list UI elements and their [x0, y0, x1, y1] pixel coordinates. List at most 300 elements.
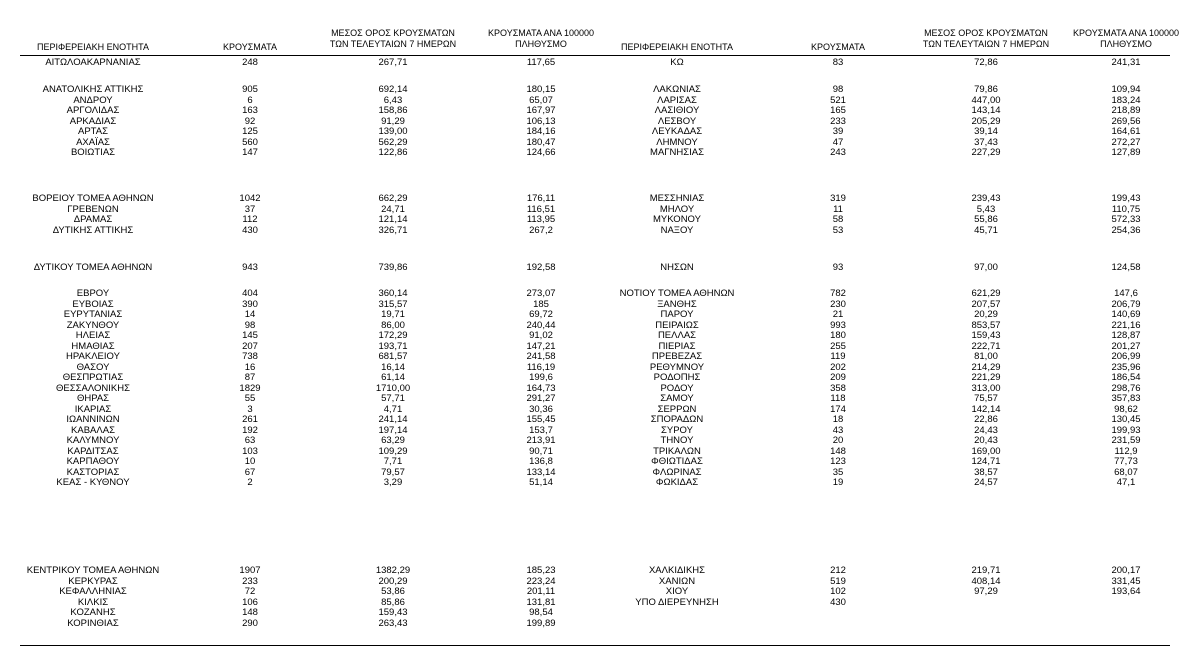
right-row-4-cases: 165	[830, 105, 846, 116]
right-row-29-name: ΤΡΙΚΑΛΩΝ	[653, 445, 701, 457]
left-row-5-avg: 91,29	[381, 115, 405, 127]
right-row-21-cases: 202	[830, 361, 846, 373]
left-row-38-avg: 263,43	[378, 617, 408, 629]
header-region-left: ΠΕΡΙΦΕΡΕΙΑΚΗ ΕΝΟΤΗΤΑ	[36, 42, 150, 52]
left-row-15-avg: 315,57	[378, 298, 408, 310]
right-row-16-cases: 21	[832, 309, 844, 320]
right-row-35-name: ΧΙΟΥ	[665, 586, 689, 597]
right-row-17-name: ΠΕΙΡΑΙΩΣ	[655, 319, 699, 331]
right-row-15-per100k: 206,79	[1111, 298, 1141, 310]
left-row-28-name: ΚΑΛΥΜΝΟΥ	[66, 435, 120, 446]
left-row-13-avg: 739,86	[378, 262, 408, 273]
left-row-33-per100k: 185,23	[526, 565, 556, 576]
right-row-26-cases: 18	[832, 414, 844, 425]
right-row-17-per100k: 221,16	[1111, 319, 1141, 331]
right-row-16-name: ΠΑΡΟΥ	[660, 309, 694, 320]
right-row-9-cases: 319	[830, 193, 846, 204]
right-row-35-cases: 102	[830, 586, 846, 597]
right-row-5-per100k: 269,56	[1111, 115, 1141, 127]
left-row-21-avg: 16,14	[381, 361, 405, 373]
left-row-2-per100k: 180,15	[526, 84, 556, 95]
right-row-14-name: ΝΟΤΙΟΥ ΤΟΜΕΑ ΑΘΗΝΩΝ	[619, 288, 735, 299]
right-row-12-cases: 53	[832, 224, 844, 236]
right-row-2-cases: 98	[832, 84, 844, 95]
right-row-2-per100k: 109,94	[1111, 84, 1141, 95]
right-row-20-cases: 119	[830, 351, 846, 362]
left-row-36-per100k: 131,81	[526, 596, 556, 608]
left-row-36-avg: 85,86	[381, 596, 405, 608]
left-row-17-avg: 86,00	[381, 319, 405, 331]
left-row-19-avg: 193,71	[378, 340, 408, 352]
left-row-6-cases: 125	[242, 126, 258, 137]
left-row-29-name: ΚΑΡΔΙΤΣΑΣ	[67, 445, 119, 457]
right-row-25-per100k: 98,62	[1114, 403, 1138, 415]
left-row-33-avg: 1382,29	[375, 565, 411, 576]
left-row-8-per100k: 124,66	[526, 147, 556, 158]
left-row-5-per100k: 106,13	[526, 115, 556, 127]
left-row-10-per100k: 116,51	[526, 203, 556, 215]
left-row-21-per100k: 116,19	[526, 361, 556, 373]
left-row-21-name: ΘΑΣΟΥ	[76, 361, 110, 373]
left-row-32-name: ΚΕΑΣ - ΚΥΘΝΟΥ	[56, 477, 130, 488]
right-row-11-name: ΜΥΚΟΝΟΥ	[653, 214, 701, 225]
right-row-31-avg: 38,57	[974, 466, 998, 478]
right-row-31-name: ΦΛΩΡΙΝΑΣ	[652, 466, 702, 478]
left-row-31-avg: 79,57	[381, 466, 405, 478]
right-row-2-name: ΛΑΚΩΝΙΑΣ	[653, 84, 701, 95]
right-row-35-avg: 97,29	[974, 586, 998, 597]
left-row-11-per100k: 113,95	[526, 214, 556, 225]
left-row-23-cases: 1829	[239, 382, 261, 394]
left-row-11-cases: 112	[242, 214, 258, 225]
left-row-17-name: ΖΑΚΥΝΘΟΥ	[66, 319, 120, 331]
right-row-27-name: ΣΥΡΟΥ	[661, 424, 693, 436]
left-row-4-avg: 158,86	[378, 105, 408, 116]
right-row-13-avg: 97,00	[974, 262, 998, 273]
left-row-7-per100k: 180,47	[526, 136, 556, 148]
left-row-16-avg: 19,71	[381, 309, 405, 320]
left-row-2-avg: 692,14	[378, 84, 408, 95]
left-row-31-cases: 67	[244, 466, 256, 478]
right-row-31-cases: 35	[832, 466, 844, 478]
right-row-28-per100k: 231,59	[1111, 435, 1141, 446]
right-row-33-per100k: 200,17	[1111, 565, 1141, 576]
left-row-9-name: ΒΟΡΕΙΟΥ ΤΟΜΕΑ ΑΘΗΝΩΝ	[32, 193, 154, 204]
right-row-9-name: ΜΕΣΣΗΝΙΑΣ	[649, 193, 705, 204]
table-bottom-line	[20, 645, 1170, 646]
left-row-6-avg: 139,00	[378, 126, 408, 137]
left-row-19-name: ΗΜΑΘΙΑΣ	[71, 340, 115, 352]
left-row-27-per100k: 153,7	[529, 424, 553, 436]
left-row-17-per100k: 240,44	[526, 319, 556, 331]
left-row-18-per100k: 91,02	[529, 330, 553, 341]
left-row-37-avg: 159,43	[378, 607, 408, 618]
left-row-1-per100k: 117,65	[526, 57, 556, 68]
right-row-9-per100k: 199,43	[1111, 193, 1141, 204]
right-row-10-per100k: 110,75	[1111, 203, 1141, 215]
right-row-15-name: ΞΑΝΘΗΣ	[657, 298, 697, 310]
right-row-19-name: ΠΙΕΡΙΑΣ	[658, 340, 696, 352]
right-row-23-name: ΡΟΔΟΥ	[660, 382, 694, 394]
right-row-7-per100k: 272,27	[1111, 136, 1141, 148]
left-row-32-avg: 3,29	[383, 477, 403, 488]
left-row-17-cases: 98	[244, 319, 256, 331]
left-row-6-name: ΑΡΤΑΣ	[78, 126, 108, 137]
right-row-19-cases: 255	[830, 340, 846, 352]
left-row-30-name: ΚΑΡΠΑΘΟΥ	[66, 456, 120, 467]
left-row-18-cases: 145	[242, 330, 258, 341]
right-row-29-cases: 148	[830, 445, 846, 457]
left-row-11-name: ΔΡΑΜΑΣ	[73, 214, 113, 225]
right-row-3-per100k: 183,24	[1111, 94, 1141, 106]
right-row-6-name: ΛΕΥΚΑΔΑΣ	[651, 126, 703, 137]
header-cases-left: ΚΡΟΥΣΜΑΤΑ	[223, 42, 277, 52]
left-row-18-name: ΗΛΕΙΑΣ	[75, 330, 111, 341]
left-row-28-cases: 63	[244, 435, 256, 446]
right-row-27-avg: 24,43	[974, 424, 998, 436]
left-row-35-avg: 53,86	[381, 586, 405, 597]
right-row-11-cases: 58	[832, 214, 844, 225]
right-row-13-per100k: 124,58	[1111, 262, 1141, 273]
left-row-10-name: ΓΡΕΒΕΝΩΝ	[67, 203, 119, 215]
left-row-22-avg: 61,14	[381, 372, 405, 383]
left-row-10-cases: 37	[244, 203, 256, 215]
right-row-34-avg: 408,14	[971, 575, 1001, 587]
right-row-23-avg: 313,00	[971, 382, 1001, 394]
left-row-4-cases: 163	[242, 105, 258, 116]
right-row-8-per100k: 127,89	[1111, 147, 1141, 158]
right-row-24-cases: 118	[830, 393, 846, 404]
left-row-6-per100k: 184,16	[526, 126, 556, 137]
left-row-9-cases: 1042	[239, 193, 261, 204]
left-row-23-avg: 1710,00	[375, 382, 411, 394]
left-row-31-name: ΚΑΣΤΟΡΙΑΣ	[66, 466, 120, 478]
right-row-7-cases: 47	[832, 136, 844, 148]
right-row-8-name: ΜΑΓΝΗΣΙΑΣ	[650, 147, 704, 158]
left-row-33-name: ΚΕΝΤΡΙΚΟΥ ΤΟΜΕΑ ΑΘΗΝΩΝ	[26, 565, 160, 576]
left-row-1-avg: 267,71	[378, 57, 408, 68]
left-row-16-cases: 14	[244, 309, 256, 320]
right-row-25-avg: 142,14	[971, 403, 1001, 415]
left-row-24-per100k: 291,27	[526, 393, 556, 404]
right-row-24-avg: 75,57	[974, 393, 998, 404]
left-row-27-avg: 197,14	[378, 424, 408, 436]
left-row-4-per100k: 167,97	[526, 105, 556, 116]
left-row-3-per100k: 65,07	[529, 94, 553, 106]
left-row-32-cases: 2	[247, 477, 253, 488]
right-row-8-cases: 243	[830, 147, 846, 158]
left-row-3-name: ΑΝΔΡΟΥ	[73, 94, 113, 106]
right-row-14-avg: 621,29	[971, 288, 1001, 299]
right-row-28-avg: 20,43	[974, 435, 998, 446]
header-avg-right-line2: ΤΩΝ ΤΕΛΕΥΤΑΙΩΝ 7 ΗΜΕΡΩΝ	[922, 39, 1050, 49]
right-row-23-per100k: 298,76	[1111, 382, 1141, 394]
right-row-36-name: ΥΠΟ ΔΙΕΡΕΥΝΗΣΗ	[635, 596, 719, 608]
right-row-13-name: ΝΗΣΩΝ	[660, 262, 694, 273]
right-row-33-cases: 212	[830, 565, 846, 576]
right-row-4-name: ΛΑΣΙΘΙΟΥ	[654, 105, 700, 116]
left-row-2-name: ΑΝΑΤΟΛΙΚΗΣ ΑΤΤΙΚΗΣ	[42, 84, 144, 95]
right-row-26-name: ΣΠΟΡΑΔΩΝ	[650, 414, 704, 425]
left-row-13-per100k: 192,58	[526, 262, 556, 273]
right-row-23-cases: 358	[830, 382, 846, 394]
right-row-5-name: ΛΕΣΒΟΥ	[657, 115, 697, 127]
right-row-2-avg: 79,86	[974, 84, 998, 95]
left-row-30-avg: 7,71	[383, 456, 403, 467]
header-per100k-right-line2: ΠΛΗΘΥΣΜΟ	[1100, 39, 1152, 49]
right-row-10-cases: 11	[833, 203, 843, 215]
right-row-11-avg: 55,86	[974, 214, 998, 225]
header-avg-right-line1: ΜΕΣΟΣ ΟΡΟΣ ΚΡΟΥΣΜΑΤΩΝ	[924, 28, 1048, 38]
left-row-2-cases: 905	[242, 84, 258, 95]
right-row-32-cases: 19	[832, 477, 844, 488]
left-row-4-name: ΑΡΓΟΛΙΔΑΣ	[66, 105, 120, 116]
left-row-26-cases: 261	[242, 414, 258, 425]
left-row-23-name: ΘΕΣΣΑΛΟΝΙΚΗΣ	[56, 382, 130, 394]
header-cases-right: ΚΡΟΥΣΜΑΤΑ	[811, 42, 865, 52]
left-row-37-cases: 148	[242, 607, 258, 618]
left-row-25-name: ΙΚΑΡΙΑΣ	[74, 403, 112, 415]
left-row-7-cases: 560	[242, 136, 258, 148]
right-row-20-avg: 81,00	[974, 351, 998, 362]
right-row-14-cases: 782	[830, 288, 846, 299]
right-row-22-avg: 221,29	[971, 372, 1001, 383]
right-row-32-avg: 24,57	[974, 477, 998, 488]
right-row-1-cases: 83	[832, 57, 844, 68]
left-row-1-name: ΑΙΤΩΛΟΑΚΑΡΝΑΝΙΑΣ	[45, 57, 141, 68]
left-row-13-cases: 943	[242, 262, 258, 273]
right-row-35-per100k: 193,64	[1111, 586, 1141, 597]
right-row-12-avg: 45,71	[974, 224, 998, 236]
left-row-18-avg: 172,29	[378, 330, 408, 341]
right-row-14-per100k: 147,6	[1114, 288, 1138, 299]
right-row-27-per100k: 199,93	[1111, 424, 1141, 436]
right-row-16-per100k: 140,69	[1111, 309, 1141, 320]
header-per100k-right-line1: ΚΡΟΥΣΜΑΤΑ ΑΝΑ 100000	[1073, 28, 1179, 38]
left-row-25-cases: 3	[247, 403, 253, 415]
right-row-6-cases: 39	[832, 126, 844, 137]
right-row-30-name: ΦΘΙΩΤΙΔΑΣ	[651, 456, 703, 467]
right-row-33-avg: 219,71	[971, 565, 1001, 576]
right-row-11-per100k: 572,33	[1111, 214, 1141, 225]
left-row-34-per100k: 223,24	[526, 575, 556, 587]
left-row-36-cases: 106	[242, 596, 258, 608]
right-row-34-name: ΧΑΝΙΩΝ	[658, 575, 696, 587]
right-row-31-per100k: 68,07	[1114, 466, 1138, 478]
left-row-35-cases: 72	[244, 586, 256, 597]
left-row-22-per100k: 199,6	[529, 372, 553, 383]
left-row-12-per100k: 267,2	[529, 224, 553, 236]
left-row-15-name: ΕΥΒΟΙΑΣ	[72, 298, 114, 310]
left-row-30-per100k: 136,8	[529, 456, 553, 467]
left-row-38-name: ΚΟΡΙΝΘΙΑΣ	[67, 617, 119, 629]
left-row-29-per100k: 90,71	[529, 445, 553, 457]
right-row-16-avg: 20,29	[974, 309, 998, 320]
right-row-26-avg: 22,86	[974, 414, 998, 425]
right-row-18-avg: 159,43	[971, 330, 1001, 341]
right-row-34-cases: 519	[830, 575, 846, 587]
right-row-1-per100k: 241,31	[1111, 57, 1141, 68]
right-row-27-cases: 43	[832, 424, 844, 436]
header-per100k-left-line1: ΚΡΟΥΣΜΑΤΑ ΑΝΑ 100000	[488, 28, 594, 38]
right-row-28-name: ΤΗΝΟΥ	[660, 435, 694, 446]
right-row-26-per100k: 130,45	[1111, 414, 1141, 425]
right-row-3-cases: 521	[830, 94, 846, 106]
left-row-28-per100k: 213,91	[526, 435, 556, 446]
left-row-8-avg: 122,86	[378, 147, 408, 158]
right-row-18-per100k: 128,87	[1111, 330, 1141, 341]
right-row-18-cases: 180	[830, 330, 846, 341]
right-row-29-avg: 169,00	[971, 445, 1001, 457]
right-row-22-per100k: 186,54	[1111, 372, 1141, 383]
right-row-15-avg: 207,57	[971, 298, 1001, 310]
left-row-29-cases: 103	[242, 445, 258, 457]
right-row-22-name: ΡΟΔΟΠΗΣ	[653, 372, 701, 383]
left-row-33-cases: 1907	[239, 565, 261, 576]
left-row-14-cases: 404	[242, 288, 258, 299]
left-row-19-per100k: 147,21	[526, 340, 556, 352]
right-row-1-avg: 72,86	[974, 57, 998, 68]
left-row-25-avg: 4,71	[383, 403, 403, 415]
right-row-7-avg: 37,43	[974, 136, 998, 148]
right-row-21-name: ΡΕΘΥΜΝΟΥ	[649, 361, 705, 373]
left-row-8-name: ΒΟΙΩΤΙΑΣ	[70, 147, 116, 158]
right-row-29-per100k: 112,9	[1114, 445, 1138, 457]
left-row-28-avg: 63,29	[381, 435, 405, 446]
right-row-30-avg: 124,71	[971, 456, 1001, 467]
left-row-24-name: ΘΗΡΑΣ	[76, 393, 110, 404]
right-row-24-per100k: 357,83	[1111, 393, 1141, 404]
left-row-27-cases: 192	[242, 424, 258, 436]
left-row-27-name: ΚΑΒΑΛΑΣ	[71, 424, 115, 436]
left-row-31-per100k: 133,14	[526, 466, 556, 478]
right-row-36-cases: 430	[830, 596, 846, 608]
right-row-32-per100k: 47,1	[1116, 477, 1136, 488]
left-row-15-per100k: 185	[533, 298, 549, 310]
left-row-1-cases: 248	[242, 57, 258, 68]
left-row-25-per100k: 30,36	[529, 403, 553, 415]
left-row-19-cases: 207	[242, 340, 258, 352]
left-row-21-cases: 16	[244, 361, 256, 373]
right-row-12-per100k: 254,36	[1111, 224, 1141, 236]
right-row-8-avg: 227,29	[971, 147, 1001, 158]
left-row-16-per100k: 69,72	[529, 309, 553, 320]
right-row-7-name: ΛΗΜΝΟΥ	[656, 136, 698, 148]
left-row-34-name: ΚΕΡΚΥΡΑΣ	[68, 575, 118, 587]
header-region-right: ΠΕΡΙΦΕΡΕΙΑΚΗ ΕΝΟΤΗΤΑ	[620, 42, 734, 52]
left-row-24-cases: 55	[244, 393, 256, 404]
left-row-34-avg: 200,29	[378, 575, 408, 587]
right-row-20-name: ΠΡΕΒΕΖΑΣ	[651, 351, 703, 362]
right-row-13-cases: 93	[832, 262, 844, 273]
left-row-12-cases: 430	[242, 224, 258, 236]
right-row-33-name: ΧΑΛΚΙΔΙΚΗΣ	[648, 565, 706, 576]
right-row-25-cases: 174	[830, 403, 846, 415]
right-row-5-avg: 205,29	[971, 115, 1001, 127]
right-row-12-name: ΝΑΞΟΥ	[660, 224, 694, 236]
right-row-19-per100k: 201,27	[1111, 340, 1141, 352]
right-row-22-cases: 209	[830, 372, 846, 383]
left-row-14-per100k: 273,07	[526, 288, 556, 299]
left-row-11-avg: 121,14	[378, 214, 408, 225]
right-row-25-name: ΣΕΡΡΩΝ	[657, 403, 697, 415]
left-row-8-cases: 147	[242, 147, 258, 158]
left-row-34-cases: 233	[242, 575, 258, 587]
left-row-16-name: ΕΥΡΥΤΑΝΙΑΣ	[63, 309, 123, 320]
left-row-3-avg: 6,43	[383, 94, 403, 106]
right-row-5-cases: 233	[830, 115, 846, 127]
left-row-35-per100k: 201,11	[526, 586, 556, 597]
left-row-20-cases: 738	[242, 351, 258, 362]
right-row-21-avg: 214,29	[971, 361, 1001, 373]
left-row-20-per100k: 241,58	[526, 351, 556, 362]
left-row-22-cases: 87	[244, 372, 256, 383]
left-row-9-per100k: 176,11	[526, 193, 556, 204]
right-row-19-avg: 222,71	[971, 340, 1001, 352]
right-row-18-name: ΠΕΛΛΑΣ	[657, 330, 697, 341]
left-row-23-per100k: 164,73	[526, 382, 556, 394]
left-row-14-avg: 360,14	[378, 288, 408, 299]
right-row-9-avg: 239,43	[971, 193, 1001, 204]
right-row-24-name: ΣΑΜΟΥ	[660, 393, 694, 404]
left-row-10-avg: 24,71	[381, 203, 405, 215]
right-row-6-per100k: 164,61	[1111, 126, 1141, 137]
left-row-15-cases: 390	[242, 298, 258, 310]
left-row-20-avg: 681,57	[378, 351, 408, 362]
right-row-30-per100k: 77,73	[1114, 456, 1138, 467]
right-row-1-name: ΚΩ	[670, 57, 684, 68]
right-row-17-cases: 993	[830, 319, 846, 331]
left-row-13-name: ΔΥΤΙΚΟΥ ΤΟΜΕΑ ΑΘΗΝΩΝ	[33, 262, 153, 273]
left-row-5-cases: 92	[244, 115, 256, 127]
left-row-12-name: ΔΥΤΙΚΗΣ ΑΤΤΙΚΗΣ	[52, 224, 134, 236]
right-row-4-per100k: 218,89	[1111, 105, 1141, 116]
right-row-15-cases: 230	[830, 298, 846, 310]
right-row-28-cases: 20	[832, 435, 844, 446]
left-row-3-cases: 6	[247, 94, 253, 106]
left-row-26-per100k: 155,45	[526, 414, 556, 425]
right-row-20-per100k: 206,99	[1111, 351, 1141, 362]
left-row-38-cases: 290	[242, 617, 258, 629]
header-avg-left-line2: ΤΩΝ ΤΕΛΕΥΤΑΙΩΝ 7 ΗΜΕΡΩΝ	[329, 39, 457, 49]
right-row-10-name: ΜΗΛΟΥ	[659, 203, 695, 215]
right-row-3-avg: 447,00	[971, 94, 1001, 106]
right-row-6-avg: 39,14	[974, 126, 998, 137]
left-row-24-avg: 57,71	[381, 393, 405, 404]
left-row-29-avg: 109,29	[378, 445, 408, 457]
right-row-17-avg: 853,57	[971, 319, 1001, 331]
left-row-12-avg: 326,71	[378, 224, 408, 236]
left-row-9-avg: 662,29	[378, 193, 408, 204]
left-row-36-name: ΚΙΛΚΙΣ	[77, 596, 109, 608]
header-underline	[20, 55, 1170, 56]
left-row-26-name: ΙΩΑΝΝΙΝΩΝ	[66, 414, 120, 425]
left-row-22-name: ΘΕΣΠΡΩΤΙΑΣ	[62, 372, 124, 383]
left-row-7-avg: 562,29	[378, 136, 408, 148]
right-row-10-avg: 5,43	[976, 203, 996, 215]
left-row-20-name: ΗΡΑΚΛΕΙΟΥ	[66, 351, 120, 362]
right-row-3-name: ΛΑΡΙΣΑΣ	[657, 94, 697, 106]
left-row-30-cases: 10	[244, 456, 256, 467]
left-row-26-avg: 241,14	[378, 414, 408, 425]
right-row-4-avg: 143,14	[971, 105, 1001, 116]
left-row-5-name: ΑΡΚΑΔΙΑΣ	[69, 115, 117, 127]
left-row-14-name: ΕΒΡΟΥ	[76, 288, 110, 299]
right-row-21-per100k: 235,96	[1111, 361, 1141, 373]
left-row-32-per100k: 51,14	[529, 477, 553, 488]
left-row-38-per100k: 199,89	[526, 617, 556, 629]
left-row-7-name: ΑΧΑΪΑΣ	[76, 136, 110, 148]
